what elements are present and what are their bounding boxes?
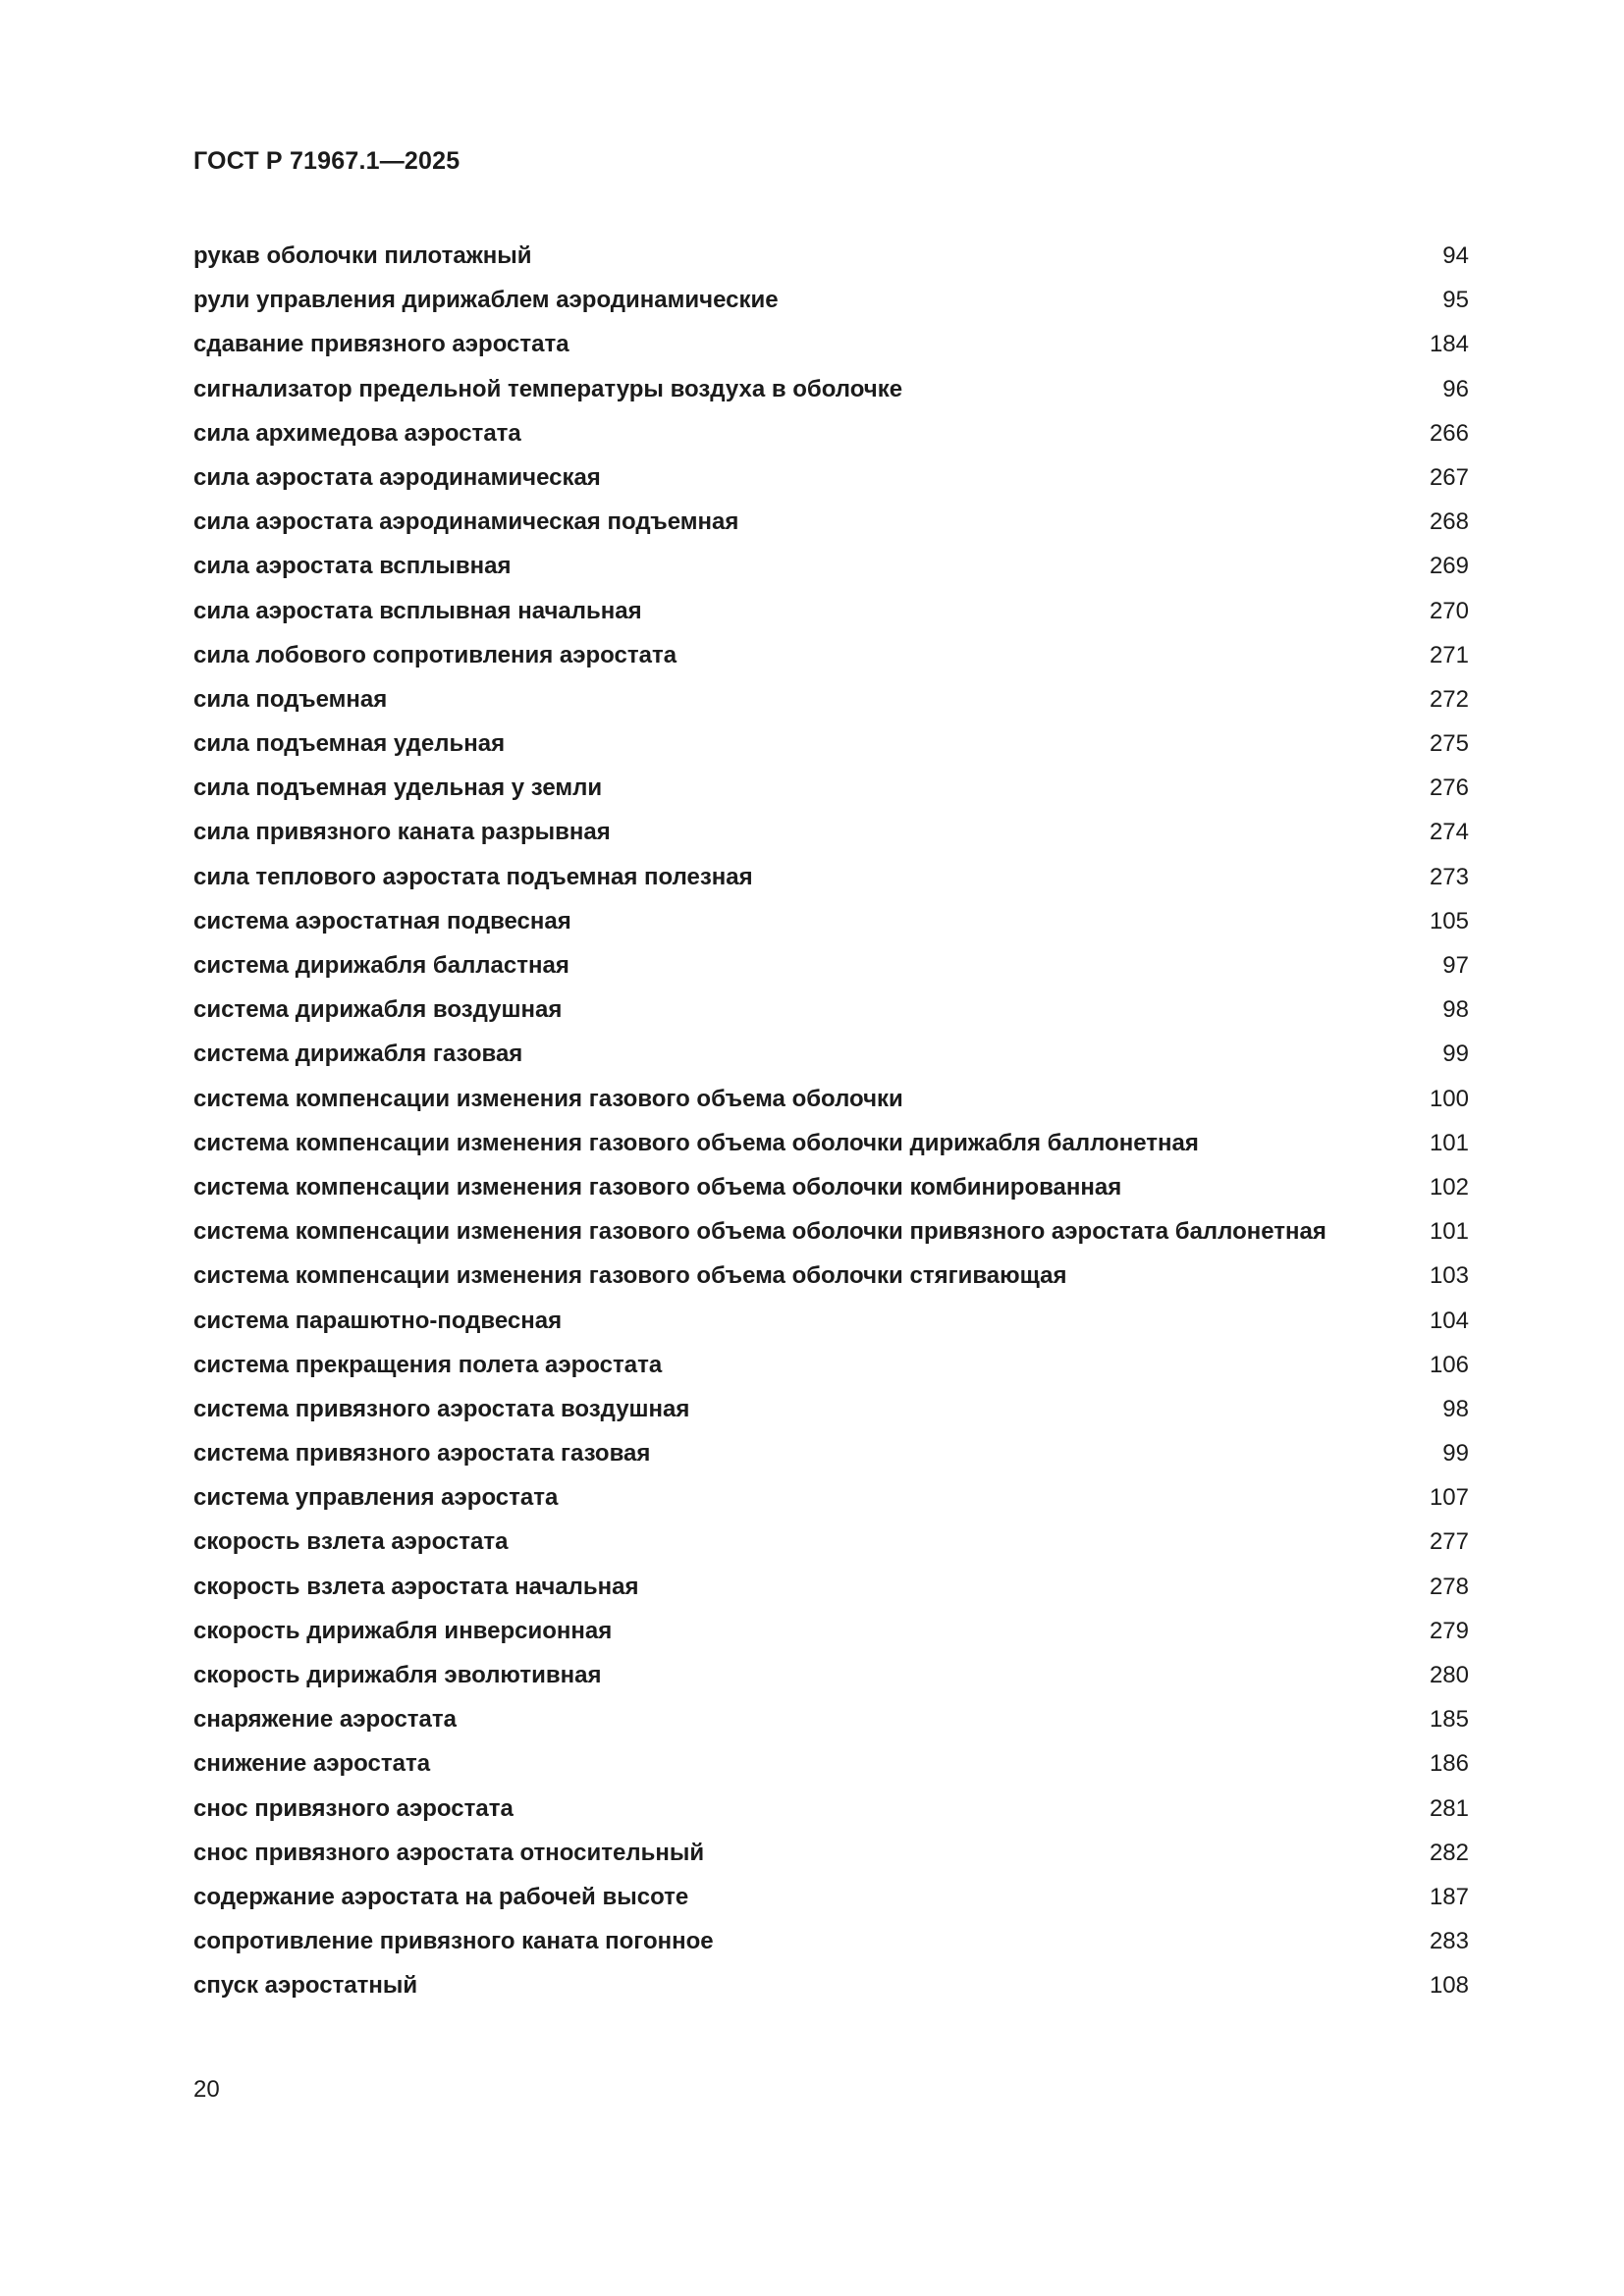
index-entry-row	[193, 721, 1469, 766]
index-entry-row	[193, 544, 1469, 588]
index-term: система дирижабля воздушная	[193, 996, 563, 1024]
index-term: система компенсации изменения газового объема оболочки стягивающая	[193, 1262, 1067, 1290]
index-entry-row	[193, 899, 1469, 943]
index-entry-row	[193, 855, 1469, 899]
index-entry-row	[193, 677, 1469, 721]
index-term: рукав оболочки пилотажный	[193, 242, 532, 269]
index-page-ref: 99	[1442, 1041, 1469, 1068]
index-page-ref: 186	[1429, 1750, 1469, 1778]
index-term: скорость дирижабля эволютивная	[193, 1662, 602, 1688]
index-entry-row	[193, 1299, 1469, 1343]
index-page-ref: 94	[1442, 242, 1469, 269]
index-entry-row	[193, 1032, 1469, 1076]
index-term: снижение аэростата	[193, 1750, 431, 1778]
index-page-ref: 272	[1429, 685, 1469, 713]
index-page-ref: 185	[1429, 1706, 1469, 1734]
index-entry-row	[193, 1697, 1469, 1741]
index-entry-row	[193, 810, 1469, 854]
index-entry-row	[193, 766, 1469, 810]
index-page-ref: 277	[1429, 1528, 1469, 1556]
index-entry-row	[193, 1741, 1469, 1786]
index-page-ref: 280	[1429, 1662, 1469, 1688]
index-page-ref: 268	[1429, 508, 1469, 536]
index-page-ref: 281	[1429, 1794, 1469, 1822]
index-term: скорость дирижабля инверсионная	[193, 1617, 613, 1644]
index-entry-row	[193, 988, 1469, 1032]
index-term: система компенсации изменения газового объема оболочки	[193, 1085, 903, 1112]
index-term: сила аэростата аэродинамическая	[193, 463, 601, 491]
index-entry-row	[193, 1565, 1469, 1609]
index-page-ref: 96	[1442, 375, 1469, 402]
index-entry-row	[193, 411, 1469, 455]
index-term: сила архимедова аэростата	[193, 419, 521, 447]
page-number: 20	[193, 2076, 220, 2103]
index-page-ref: 184	[1429, 331, 1469, 358]
index-page-ref: 271	[1429, 641, 1469, 668]
index-entry-row	[193, 633, 1469, 677]
index-page-ref: 101	[1429, 1129, 1469, 1156]
index-term: содержание аэростата на рабочей высоте	[193, 1883, 689, 1910]
index-page-ref: 279	[1429, 1617, 1469, 1644]
index-entry-row	[193, 1609, 1469, 1653]
index-entry-row	[193, 1387, 1469, 1431]
index-term: система дирижабля балластная	[193, 952, 569, 979]
index-term: сила привязного каната разрывная	[193, 819, 611, 846]
index-page-ref: 278	[1429, 1573, 1469, 1600]
index-page-ref: 101	[1429, 1218, 1469, 1246]
index-entry-row	[193, 1653, 1469, 1697]
index-entry-row	[193, 1343, 1469, 1387]
index-page-ref: 105	[1429, 907, 1469, 934]
index-page-ref: 187	[1429, 1883, 1469, 1910]
index-page-ref: 266	[1429, 419, 1469, 447]
index-page-ref: 98	[1442, 1395, 1469, 1422]
index-page-ref: 273	[1429, 863, 1469, 890]
index-page-ref: 267	[1429, 463, 1469, 491]
index-entry-row	[193, 943, 1469, 988]
index-entry-row	[193, 455, 1469, 500]
index-term: сила аэростата всплывная начальная	[193, 597, 642, 624]
index-entry-row	[193, 278, 1469, 322]
index-term: сила аэростата аэродинамическая подъемная	[193, 508, 739, 536]
index-page-ref: 107	[1429, 1484, 1469, 1512]
index-term: система компенсации изменения газового объема оболочки дирижабля баллонетная	[193, 1129, 1199, 1156]
index-page-ref: 95	[1442, 287, 1469, 314]
index-term: снаряжение аэростата	[193, 1706, 458, 1734]
index-term: система компенсации изменения газового объема оболочки комбинированная	[193, 1173, 1122, 1201]
index-term: спуск аэростатный	[193, 1972, 418, 2000]
index-entry-row	[193, 1254, 1469, 1298]
index-term: система дирижабля газовая	[193, 1041, 523, 1068]
index-entry-row	[193, 589, 1469, 633]
index-entry-row	[193, 1831, 1469, 1875]
index-page-ref: 106	[1429, 1351, 1469, 1378]
index-entry-row	[193, 1963, 1469, 2007]
index-entry-row	[193, 1121, 1469, 1165]
index-entry-row	[193, 1919, 1469, 1963]
index-term: сила лобового сопротивления аэростата	[193, 641, 677, 668]
index-term: снос привязного аэростата относительный	[193, 1839, 705, 1866]
index-term: сила подъемная	[193, 685, 388, 713]
index-page-ref: 275	[1429, 730, 1469, 758]
index-page-ref: 274	[1429, 819, 1469, 846]
index-page-ref: 270	[1429, 597, 1469, 624]
index-entry-row	[193, 1431, 1469, 1475]
index-term: сила подъемная удельная	[193, 730, 506, 758]
index-term: скорость взлета аэростата	[193, 1528, 509, 1556]
index-page-ref: 103	[1429, 1262, 1469, 1290]
index-term: система аэростатная подвесная	[193, 907, 571, 934]
index-page-ref: 99	[1442, 1440, 1469, 1468]
index-term: сдавание привязного аэростата	[193, 331, 569, 358]
index-entry-row	[193, 1787, 1469, 1831]
standard-designation: ГОСТ Р 71967.1—2025	[193, 147, 460, 175]
index-page-ref: 98	[1442, 996, 1469, 1024]
index-page-ref: 102	[1429, 1173, 1469, 1201]
index-entry-row	[193, 1875, 1469, 1919]
index-term: сила аэростата всплывная	[193, 553, 512, 580]
index-page-ref: 282	[1429, 1839, 1469, 1866]
index-entry-row	[193, 500, 1469, 544]
index-entry-row	[193, 1520, 1469, 1564]
index-term: сила подъемная удельная у земли	[193, 774, 603, 802]
index-page-ref: 283	[1429, 1928, 1469, 1955]
index-term: система прекращения полета аэростата	[193, 1351, 663, 1378]
index-term: система управления аэростата	[193, 1484, 559, 1512]
index-page-ref: 104	[1429, 1307, 1469, 1334]
index-term: система парашютно-подвесная	[193, 1307, 563, 1334]
index-list	[193, 234, 1469, 2008]
index-page-ref: 276	[1429, 774, 1469, 802]
index-page-ref: 108	[1429, 1972, 1469, 2000]
index-term: сила теплового аэростата подъемная полезная	[193, 863, 753, 890]
index-page-ref: 100	[1429, 1085, 1469, 1112]
index-term: система привязного аэростата газовая	[193, 1440, 651, 1468]
index-term: система привязного аэростата воздушная	[193, 1395, 690, 1422]
index-term: сигнализатор предельной температуры воздуха в оболочке	[193, 375, 903, 402]
index-term: снос привязного аэростата	[193, 1794, 514, 1822]
index-page-ref: 97	[1442, 952, 1469, 979]
index-page-ref: 269	[1429, 553, 1469, 580]
index-term: скорость взлета аэростата начальная	[193, 1573, 639, 1600]
index-entry-row	[193, 367, 1469, 411]
index-term: система компенсации изменения газового объема оболочки привязного аэростата баллонетная	[193, 1218, 1326, 1246]
index-term: рули управления дирижаблем аэродинамические	[193, 287, 779, 314]
index-entry-row	[193, 1209, 1469, 1254]
index-entry-row	[193, 1165, 1469, 1209]
index-entry-row	[193, 1475, 1469, 1520]
index-entry-row	[193, 322, 1469, 366]
index-term: сопротивление привязного каната погонное	[193, 1928, 714, 1955]
index-entry-row	[193, 234, 1469, 278]
index-entry-row	[193, 1077, 1469, 1121]
